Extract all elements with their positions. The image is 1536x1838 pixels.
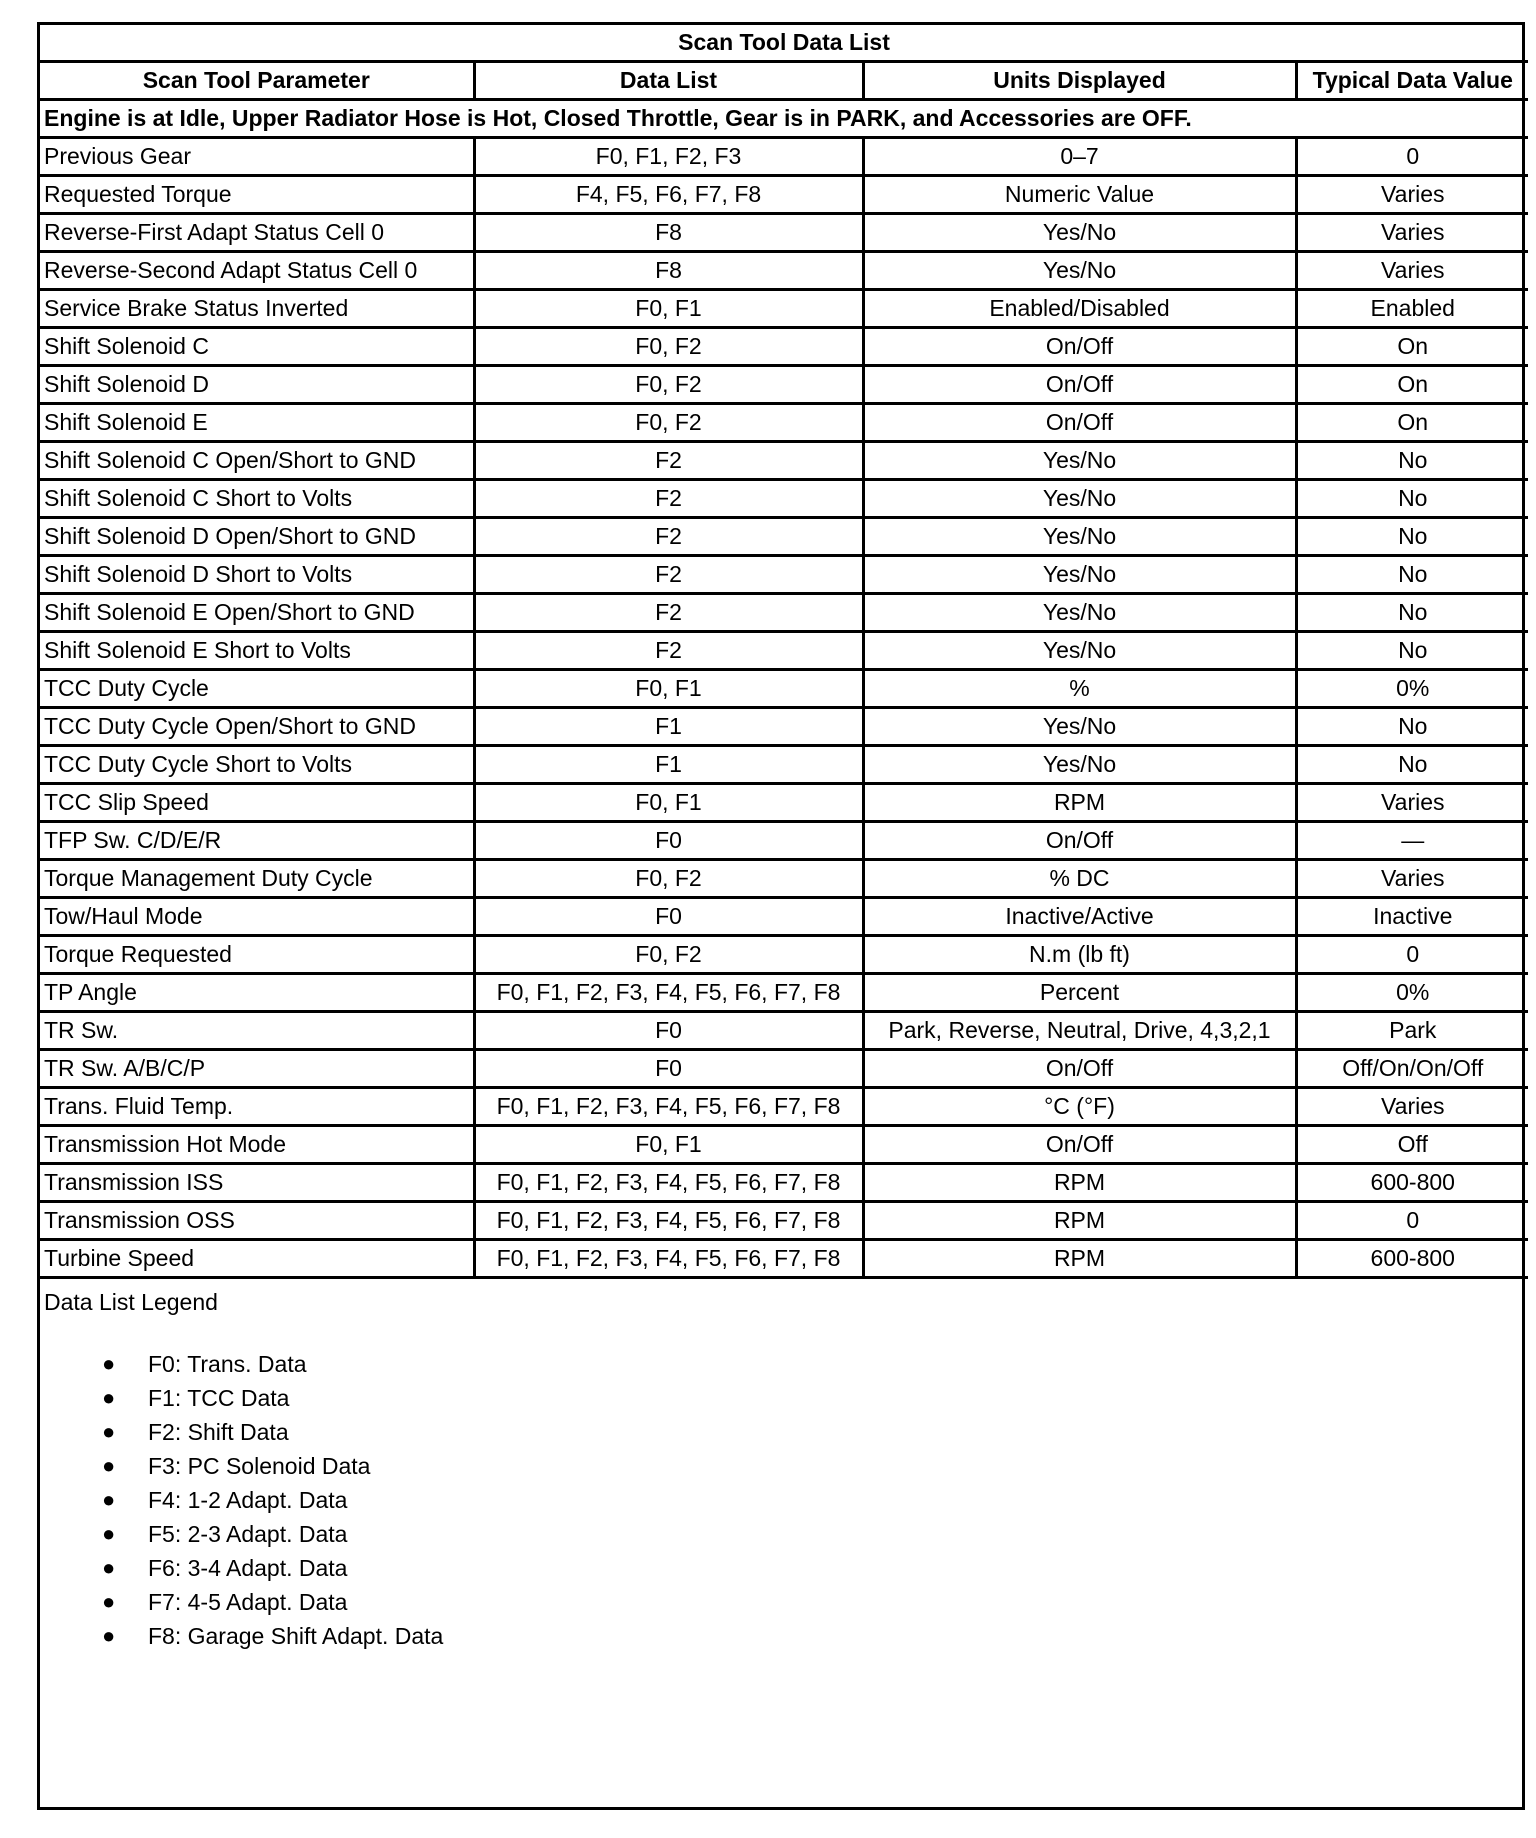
table-row — [40, 632, 1528, 670]
table-row — [40, 1088, 1528, 1126]
table-row — [40, 898, 1528, 936]
table-row — [40, 594, 1528, 632]
cell-datalist: F4, F5, F6, F7, F8 — [474, 176, 863, 214]
cell-datalist: F1 — [474, 746, 863, 784]
cell-typical: Park — [1296, 1012, 1528, 1050]
cell-datalist: F0, F1, F2, F3, F4, F5, F6, F7, F8 — [474, 1240, 863, 1278]
cell-param: Shift Solenoid E — [40, 404, 474, 442]
cell-typical: Varies — [1296, 176, 1528, 214]
cell-param: Shift Solenoid D Open/Short to GND — [40, 518, 474, 556]
cell-datalist: F0 — [474, 1012, 863, 1050]
header-units-displayed: Units Displayed — [863, 62, 1296, 100]
cell-units: N.m (lb ft) — [863, 936, 1296, 974]
cell-datalist: F0, F2 — [474, 936, 863, 974]
table-row — [40, 860, 1528, 898]
cell-typical: No — [1296, 708, 1528, 746]
cell-units: % — [863, 670, 1296, 708]
table-row — [40, 1164, 1528, 1202]
cell-datalist: F0, F2 — [474, 328, 863, 366]
cell-typical: Inactive — [1296, 898, 1528, 936]
cell-typical: 0 — [1296, 138, 1528, 176]
cell-param: Transmission ISS — [40, 1164, 474, 1202]
header-typical-data-value: Typical Data Value — [1296, 62, 1528, 100]
cell-datalist: F0, F1, F2, F3, F4, F5, F6, F7, F8 — [474, 974, 863, 1012]
cell-units: RPM — [863, 784, 1296, 822]
cell-units: RPM — [863, 1240, 1296, 1278]
cell-units: °C (°F) — [863, 1088, 1296, 1126]
cell-datalist: F8 — [474, 214, 863, 252]
bullet-icon: ● — [102, 1589, 116, 1614]
table-row — [40, 974, 1528, 1012]
table-row — [40, 214, 1528, 252]
cell-units: RPM — [863, 1202, 1296, 1240]
cell-units: % DC — [863, 860, 1296, 898]
legend-item-label: F8: Garage Shift Adapt. Data — [148, 1623, 444, 1649]
table-row — [40, 366, 1528, 404]
table-row — [40, 784, 1528, 822]
cell-param: Transmission Hot Mode — [40, 1126, 474, 1164]
cell-datalist: F0, F2 — [474, 404, 863, 442]
header-data-list: Data List — [474, 62, 863, 100]
table-row — [40, 936, 1528, 974]
cell-units: Yes/No — [863, 214, 1296, 252]
cell-typical: 0% — [1296, 670, 1528, 708]
cell-units: Yes/No — [863, 480, 1296, 518]
cell-param: Service Brake Status Inverted — [40, 290, 474, 328]
cell-typical: Varies — [1296, 252, 1528, 290]
cell-typical: On — [1296, 404, 1528, 442]
cell-units: On/Off — [863, 328, 1296, 366]
legend-item-label: F3: PC Solenoid Data — [148, 1453, 371, 1479]
cell-typical: On — [1296, 328, 1528, 366]
table-row — [40, 1012, 1528, 1050]
cell-datalist: F0, F1 — [474, 1126, 863, 1164]
cell-datalist: F0, F1, F2, F3, F4, F5, F6, F7, F8 — [474, 1164, 863, 1202]
cell-param: Shift Solenoid E Open/Short to GND — [40, 594, 474, 632]
cell-param: Reverse-Second Adapt Status Cell 0 — [40, 252, 474, 290]
cell-units: Numeric Value — [863, 176, 1296, 214]
cell-datalist: F2 — [474, 556, 863, 594]
cell-datalist: F2 — [474, 632, 863, 670]
cell-units: Park, Reverse, Neutral, Drive, 4,3,2,1 — [863, 1012, 1296, 1050]
cell-units: Yes/No — [863, 708, 1296, 746]
cell-param: TCC Slip Speed — [40, 784, 474, 822]
cell-datalist: F0, F1 — [474, 784, 863, 822]
cell-param: Torque Requested — [40, 936, 474, 974]
cell-typical: Varies — [1296, 784, 1528, 822]
table-row — [40, 556, 1528, 594]
legend-list — [44, 1347, 1518, 1653]
cell-typical: On — [1296, 366, 1528, 404]
cell-param: TR Sw. A/B/C/P — [40, 1050, 474, 1088]
cell-param: TFP Sw. C/D/E/R — [40, 822, 474, 860]
legend-item-label: F4: 1-2 Adapt. Data — [148, 1487, 348, 1513]
cell-param: TR Sw. — [40, 1012, 474, 1050]
cell-typical: Enabled — [1296, 290, 1528, 328]
cell-datalist: F0 — [474, 822, 863, 860]
cell-units: Enabled/Disabled — [863, 290, 1296, 328]
bullet-icon: ● — [102, 1385, 116, 1410]
cell-datalist: F0 — [474, 898, 863, 936]
cell-datalist: F0, F2 — [474, 366, 863, 404]
cell-typical: 0 — [1296, 936, 1528, 974]
bullet-icon: ● — [102, 1419, 116, 1444]
table-row — [40, 670, 1528, 708]
table-row — [40, 518, 1528, 556]
cell-units: On/Off — [863, 1126, 1296, 1164]
cell-datalist: F2 — [474, 518, 863, 556]
table-row — [40, 176, 1528, 214]
cell-param: Requested Torque — [40, 176, 474, 214]
operating-condition-note: Engine is at Idle, Upper Radiator Hose is Hot, Closed Throttle, Gear is in PARK, and Accessories are OFF. — [40, 100, 1528, 138]
table-row — [40, 442, 1528, 480]
cell-units: 0–7 — [863, 138, 1296, 176]
cell-typical: No — [1296, 518, 1528, 556]
legend-item — [44, 1619, 1518, 1653]
table-row — [40, 822, 1528, 860]
cell-units: Yes/No — [863, 746, 1296, 784]
cell-datalist: F2 — [474, 442, 863, 480]
legend-title: Data List Legend — [44, 1289, 218, 1315]
table-row — [40, 746, 1528, 784]
cell-typical: No — [1296, 480, 1528, 518]
cell-typical: No — [1296, 442, 1528, 480]
cell-typical: No — [1296, 556, 1528, 594]
cell-typical: 0% — [1296, 974, 1528, 1012]
cell-param: Transmission OSS — [40, 1202, 474, 1240]
cell-param: Shift Solenoid C Short to Volts — [40, 480, 474, 518]
table-row — [40, 1050, 1528, 1088]
cell-param: Turbine Speed — [40, 1240, 474, 1278]
cell-param: TCC Duty Cycle — [40, 670, 474, 708]
cell-typical: Off — [1296, 1126, 1528, 1164]
cell-param: Shift Solenoid C Open/Short to GND — [40, 442, 474, 480]
table-row — [40, 404, 1528, 442]
table-row — [40, 290, 1528, 328]
cell-typical: 0 — [1296, 1202, 1528, 1240]
cell-datalist: F8 — [474, 252, 863, 290]
legend-item — [44, 1415, 1518, 1449]
cell-datalist: F2 — [474, 480, 863, 518]
legend-item — [44, 1517, 1518, 1551]
cell-units: On/Off — [863, 366, 1296, 404]
table-row — [40, 328, 1528, 366]
legend-item-label: F7: 4-5 Adapt. Data — [148, 1589, 348, 1615]
scan-tool-data-table — [40, 25, 1528, 1279]
cell-typical: — — [1296, 822, 1528, 860]
legend-item-label: F5: 2-3 Adapt. Data — [148, 1521, 348, 1547]
cell-param: Shift Solenoid C — [40, 328, 474, 366]
cell-units: Yes/No — [863, 594, 1296, 632]
cell-typical: Varies — [1296, 860, 1528, 898]
cell-units: RPM — [863, 1164, 1296, 1202]
bullet-icon: ● — [102, 1351, 116, 1376]
header-row — [40, 62, 1528, 100]
cell-typical: Off/On/On/Off — [1296, 1050, 1528, 1088]
cell-typical: No — [1296, 594, 1528, 632]
cell-param: TCC Duty Cycle Short to Volts — [40, 746, 474, 784]
table-row — [40, 1126, 1528, 1164]
legend-item — [44, 1381, 1518, 1415]
data-list-legend — [40, 1279, 1522, 1653]
scan-tool-data-list-document — [37, 22, 1525, 1810]
cell-param: Shift Solenoid D Short to Volts — [40, 556, 474, 594]
legend-item-label: F0: Trans. Data — [148, 1351, 307, 1377]
table-row — [40, 1202, 1528, 1240]
cell-units: Yes/No — [863, 556, 1296, 594]
cell-typical: Varies — [1296, 214, 1528, 252]
cell-units: On/Off — [863, 822, 1296, 860]
cell-typical: 600-800 — [1296, 1164, 1528, 1202]
cell-units: Percent — [863, 974, 1296, 1012]
legend-item-label: F1: TCC Data — [148, 1385, 290, 1411]
bullet-icon: ● — [102, 1623, 116, 1648]
cell-units: On/Off — [863, 1050, 1296, 1088]
legend-item — [44, 1585, 1518, 1619]
cell-typical: Varies — [1296, 1088, 1528, 1126]
cell-units: Yes/No — [863, 632, 1296, 670]
cell-units: Yes/No — [863, 442, 1296, 480]
cell-param: Trans. Fluid Temp. — [40, 1088, 474, 1126]
cell-units: Yes/No — [863, 252, 1296, 290]
cell-param: Shift Solenoid D — [40, 366, 474, 404]
legend-item — [44, 1483, 1518, 1517]
legend-item-label: F2: Shift Data — [148, 1419, 289, 1445]
cell-param: Reverse-First Adapt Status Cell 0 — [40, 214, 474, 252]
cell-param: TP Angle — [40, 974, 474, 1012]
cell-param: TCC Duty Cycle Open/Short to GND — [40, 708, 474, 746]
table-row — [40, 252, 1528, 290]
cell-param: Previous Gear — [40, 138, 474, 176]
cell-datalist: F0 — [474, 1050, 863, 1088]
cell-datalist: F1 — [474, 708, 863, 746]
table-row — [40, 708, 1528, 746]
cell-typical: No — [1296, 632, 1528, 670]
bullet-icon: ● — [102, 1555, 116, 1580]
legend-item — [44, 1551, 1518, 1585]
cell-param: Shift Solenoid E Short to Volts — [40, 632, 474, 670]
table-title: Scan Tool Data List — [40, 25, 1528, 62]
cell-datalist: F0, F1 — [474, 290, 863, 328]
legend-item — [44, 1449, 1518, 1483]
cell-datalist: F2 — [474, 594, 863, 632]
cell-units: Inactive/Active — [863, 898, 1296, 936]
cell-units: On/Off — [863, 404, 1296, 442]
table-row — [40, 138, 1528, 176]
cell-datalist: F0, F1, F2, F3 — [474, 138, 863, 176]
cell-datalist: F0, F2 — [474, 860, 863, 898]
legend-item — [44, 1347, 1518, 1381]
cell-datalist: F0, F1 — [474, 670, 863, 708]
cell-param: Tow/Haul Mode — [40, 898, 474, 936]
cell-datalist: F0, F1, F2, F3, F4, F5, F6, F7, F8 — [474, 1088, 863, 1126]
table-row — [40, 1240, 1528, 1278]
bullet-icon: ● — [102, 1487, 116, 1512]
bullet-icon: ● — [102, 1453, 116, 1478]
cell-datalist: F0, F1, F2, F3, F4, F5, F6, F7, F8 — [474, 1202, 863, 1240]
cell-typical: 600-800 — [1296, 1240, 1528, 1278]
cell-units: Yes/No — [863, 518, 1296, 556]
bullet-icon: ● — [102, 1521, 116, 1546]
table-row — [40, 480, 1528, 518]
cell-param: Torque Management Duty Cycle — [40, 860, 474, 898]
header-scan-tool-parameter: Scan Tool Parameter — [40, 62, 474, 100]
cell-typical: No — [1296, 746, 1528, 784]
legend-item-label: F6: 3-4 Adapt. Data — [148, 1555, 348, 1581]
